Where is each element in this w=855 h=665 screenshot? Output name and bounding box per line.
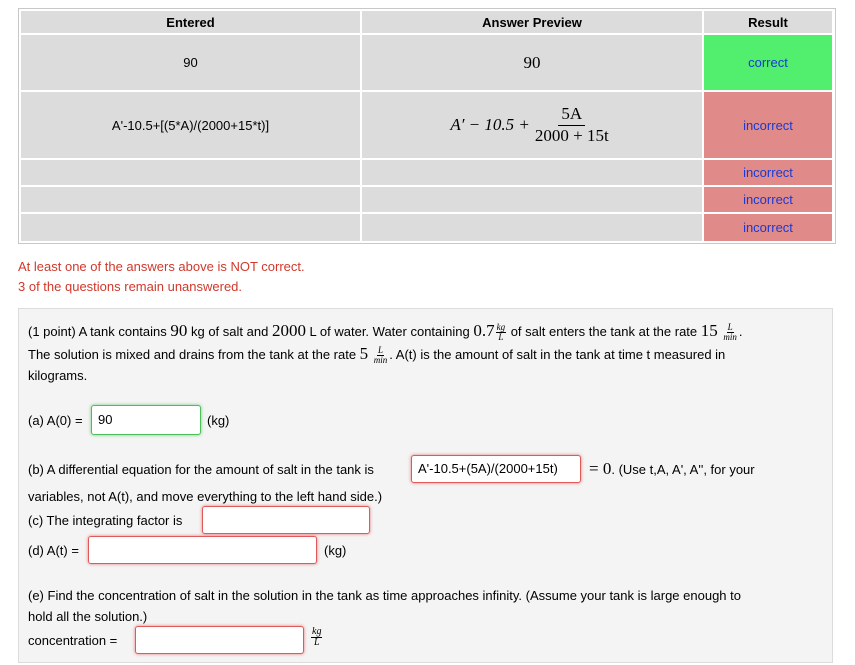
unit-l: L bbox=[727, 322, 733, 333]
part-a-unit: (kg) bbox=[207, 413, 230, 428]
not-correct-message: At least one of the answers above is NOT correct. bbox=[18, 259, 305, 274]
rate-out-value: 5 bbox=[359, 344, 369, 363]
part-c-label: (c) The integrating factor is bbox=[28, 513, 183, 528]
part-e-line-1: (e) Find the concentration of salt in the solution in the tank as time approaches infinity. (Assume your tank is large enough to bbox=[28, 588, 741, 603]
unit-l: L bbox=[378, 345, 384, 356]
problem-line-2 bbox=[28, 344, 725, 365]
table-row-1-preview: 90 bbox=[362, 35, 702, 90]
results-table bbox=[18, 8, 836, 244]
intro-text-c: L of water. Water containing bbox=[305, 324, 474, 339]
unit-l: L bbox=[498, 332, 504, 343]
table-row-4-preview bbox=[362, 187, 702, 212]
table-row-1-entered: 90 bbox=[21, 35, 360, 90]
part-a-input[interactable]: 90 bbox=[91, 405, 201, 435]
intro-text-d: of salt enters the tank at the rate bbox=[507, 324, 701, 339]
part-d-label: (d) A(t) = bbox=[28, 543, 79, 558]
unit-kg: kg bbox=[312, 626, 322, 637]
preview-lhs: A′ − 10.5 + bbox=[450, 115, 530, 134]
problem-box bbox=[18, 308, 833, 663]
part-c-input[interactable] bbox=[202, 506, 370, 534]
preview-fraction bbox=[532, 105, 612, 145]
intro-text-b: kg of salt and bbox=[187, 324, 272, 339]
table-row-3-preview bbox=[362, 160, 702, 185]
unit-l-per-min-out bbox=[373, 346, 389, 365]
preview-numerator: 5A bbox=[558, 105, 585, 126]
line2-text-b: . A(t) is the amount of salt in the tank at time t measured in bbox=[389, 347, 726, 362]
problem-line-1 bbox=[28, 321, 743, 342]
unit-min: min bbox=[723, 332, 737, 343]
concentration-label: concentration = bbox=[28, 633, 118, 648]
part-b-input[interactable]: A'-10.5+(5A)/(2000+15t) bbox=[411, 455, 581, 483]
preview-denominator: 2000 + 15t bbox=[534, 125, 609, 145]
table-row-4-result: incorrect bbox=[704, 187, 832, 212]
kg-salt-value: 90 bbox=[170, 321, 188, 340]
part-b-label: (b) A differential equation for the amount of salt in the tank is bbox=[28, 462, 374, 477]
header-entered: Entered bbox=[21, 11, 360, 33]
problem-line-3: kilograms. bbox=[28, 368, 88, 383]
unit-l-per-min bbox=[722, 323, 738, 342]
equals-zero: = 0 bbox=[589, 459, 612, 478]
table-row-5-preview bbox=[362, 214, 702, 241]
unit-kg: kg bbox=[496, 322, 506, 333]
concentration-unit bbox=[310, 627, 323, 648]
table-row-2-preview bbox=[362, 92, 702, 158]
table-row-2-entered: A'-10.5+[(5*A)/(2000+15*t)] bbox=[21, 92, 360, 158]
unit-l: L bbox=[313, 637, 320, 648]
part-e-line-2: hold all the solution.) bbox=[28, 609, 148, 624]
table-row-1-result: correct bbox=[704, 35, 832, 90]
part-a-label: (a) A(0) = bbox=[28, 413, 83, 428]
period: . bbox=[738, 324, 743, 339]
liters-value: 2000 bbox=[271, 321, 306, 340]
table-row-3-result: incorrect bbox=[704, 160, 832, 185]
part-d-unit: (kg) bbox=[324, 543, 347, 558]
header-result: Result bbox=[704, 11, 832, 33]
part-b-line-2: variables, not A(t), and move everything to the left hand side.) bbox=[28, 489, 383, 504]
concentration-in-value: 0.7 bbox=[473, 321, 495, 340]
intro-text-a: (1 point) A tank contains bbox=[28, 324, 171, 339]
part-b-note: . (Use t,A, A', A'', for your bbox=[611, 462, 755, 477]
part-d-input[interactable] bbox=[88, 536, 317, 564]
part-b-equation bbox=[589, 459, 755, 479]
table-row-3-entered bbox=[21, 160, 360, 185]
table-row-2-result: incorrect bbox=[704, 92, 832, 158]
unit-min: min bbox=[373, 355, 388, 366]
table-row-5-result: incorrect bbox=[704, 214, 832, 241]
header-answer-preview: Answer Preview bbox=[362, 11, 702, 33]
line2-text-a: The solution is mixed and drains from the tank at the rate bbox=[28, 347, 360, 362]
table-row-5-entered bbox=[21, 214, 360, 241]
table-row-4-entered bbox=[21, 187, 360, 212]
unit-kg-per-l bbox=[496, 323, 507, 342]
concentration-input[interactable] bbox=[135, 626, 304, 654]
rate-in-value: 15 bbox=[700, 321, 718, 340]
unanswered-message: 3 of the questions remain unanswered. bbox=[18, 279, 243, 294]
